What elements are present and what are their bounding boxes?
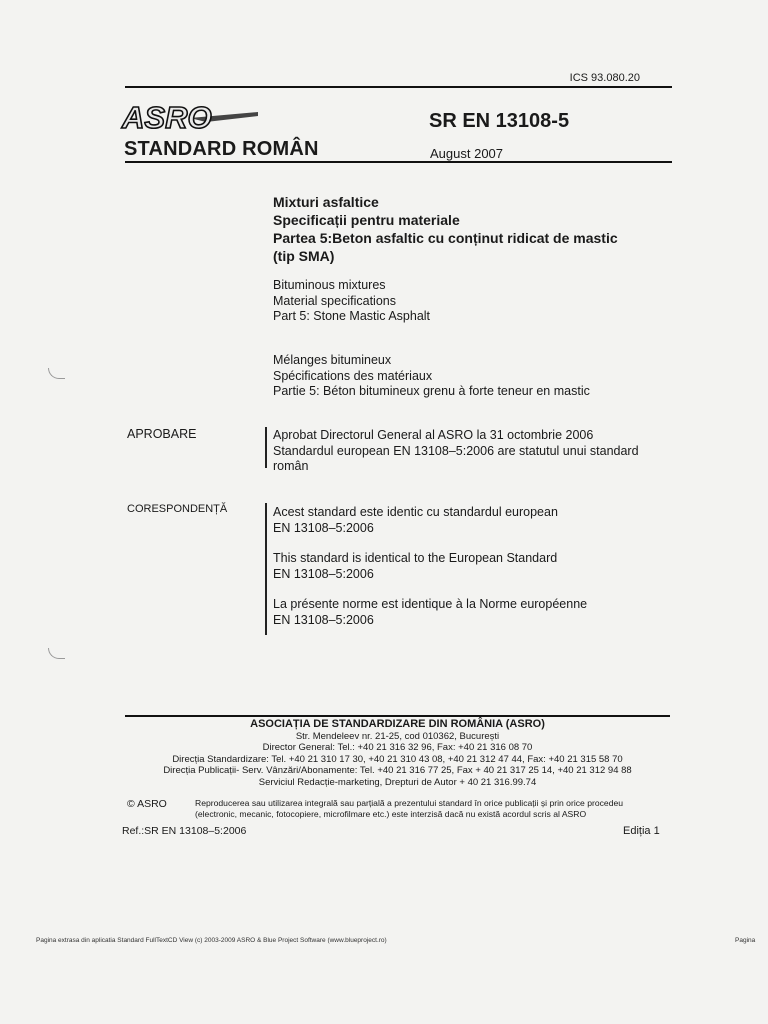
punch-mark bbox=[48, 368, 65, 379]
corespondenta-bar bbox=[265, 503, 267, 635]
title-en-line: Part 5: Stone Mastic Asphalt bbox=[273, 309, 431, 323]
logo-text: ASRO bbox=[122, 100, 212, 135]
correspondence-line: La présente norme est identique à la Norme européenne bbox=[273, 597, 588, 611]
standard-label: STANDARD ROMÂN bbox=[124, 138, 319, 160]
organization-contacts bbox=[125, 719, 670, 789]
contact-line: Str. Mendeleev nr. 21-25, cod 010362, București bbox=[295, 730, 500, 742]
publication-date: August 2007 bbox=[430, 146, 504, 161]
title-fr-line: Partie 5: Béton bitumineux grenu à forte teneur en mastic bbox=[273, 384, 590, 398]
top-rule bbox=[125, 86, 672, 88]
aprobare-line: Aprobat Directorul General al ASRO la 31 octombrie 2006 bbox=[273, 428, 594, 442]
title-french bbox=[273, 353, 590, 400]
organization-name: ASOCIAȚIA DE STANDARDIZARE DIN ROMÂNIA (ASRO) bbox=[250, 718, 545, 730]
title-ro-line: Specificații pentru materiale bbox=[273, 212, 460, 228]
standard-number: SR EN 13108-5 bbox=[429, 110, 570, 132]
copyright-label: © ASRO bbox=[127, 798, 167, 810]
title-ro-line: (tip SMA) bbox=[273, 248, 335, 264]
contact-line: Direcția Standardizare: Tel. +40 21 310 17 30, +40 21 310 43 08, +40 21 312 47 44, Fax: +40 21 315 58 70 bbox=[172, 753, 623, 765]
punch-mark bbox=[48, 648, 65, 659]
correspondence-ro bbox=[273, 505, 673, 536]
aprobare-line: Standardul european EN 13108–5:2006 are statutul unui standard bbox=[273, 443, 639, 458]
correspondence-line: Acest standard este identic cu standardul european bbox=[273, 505, 558, 519]
correspondence-fr bbox=[273, 597, 673, 628]
title-fr-line: Mélanges bitumineux bbox=[273, 353, 392, 367]
asro-logo bbox=[120, 96, 260, 136]
title-romanian bbox=[273, 193, 693, 265]
correspondence-line: EN 13108–5:2006 bbox=[273, 520, 374, 535]
corespondenta-label: CORESPONDENȚĂ bbox=[127, 503, 228, 515]
title-ro-line: Mixturi asfaltice bbox=[273, 194, 379, 210]
correspondence-line: This standard is identical to the European Standard bbox=[273, 551, 558, 565]
correspondence-en bbox=[273, 551, 673, 582]
title-ro-line: Partea 5:Beton asfaltic cu conținut ridicat de mastic bbox=[273, 230, 618, 246]
contact-line: Serviciul Redacție-marketing, Drepturi de Autor + 40 21 316.99.74 bbox=[258, 776, 537, 788]
ics-code: ICS 93.080.20 bbox=[569, 72, 640, 84]
aprobare-text bbox=[273, 428, 673, 475]
copyright-line: (electronic, mecanic, fotocopiere, microfilmare etc.) este interzisă dacă nu există acordul scris al ASRO bbox=[195, 809, 587, 819]
title-en-line: Material specifications bbox=[273, 293, 396, 308]
reference-number: Ref.:SR EN 13108–5:2006 bbox=[122, 825, 247, 837]
title-english bbox=[273, 278, 430, 325]
edition-label: Ediția 1 bbox=[623, 825, 660, 837]
page-number-label: Pagina bbox=[735, 937, 756, 944]
header-rule bbox=[125, 161, 672, 163]
copyright-line: Reproducerea sau utilizarea integrală sau parțială a prezentului standard în orice publicații și prin orice procedeu bbox=[195, 798, 624, 808]
aprobare-bar bbox=[265, 427, 267, 468]
contact-line: Direcția Publicații- Serv. Vânzări/Abonamente: Tel. +40 21 316 77 25, Fax + 40 21 317 25 14, +40 21 312 94 88 bbox=[163, 765, 632, 777]
title-en-line: Bituminous mixtures bbox=[273, 278, 386, 292]
copyright-notice bbox=[195, 798, 665, 820]
aprobare-line: român bbox=[273, 459, 309, 473]
aprobare-label: APROBARE bbox=[127, 427, 197, 441]
contact-line: Director General: Tel.: +40 21 316 32 96, Fax: +40 21 316 08 70 bbox=[262, 742, 533, 754]
page-source-note: Pagina extrasa din aplicatia Standard FullTextCD View (c) 2003-2009 ASRO & Blue Project Software (www.blueproject.ro) bbox=[36, 937, 387, 944]
footer-rule bbox=[125, 715, 670, 717]
correspondence-line: EN 13108–5:2006 bbox=[273, 566, 374, 581]
title-fr-line: Spécifications des matériaux bbox=[273, 368, 433, 383]
correspondence-line: EN 13108–5:2006 bbox=[273, 612, 374, 627]
